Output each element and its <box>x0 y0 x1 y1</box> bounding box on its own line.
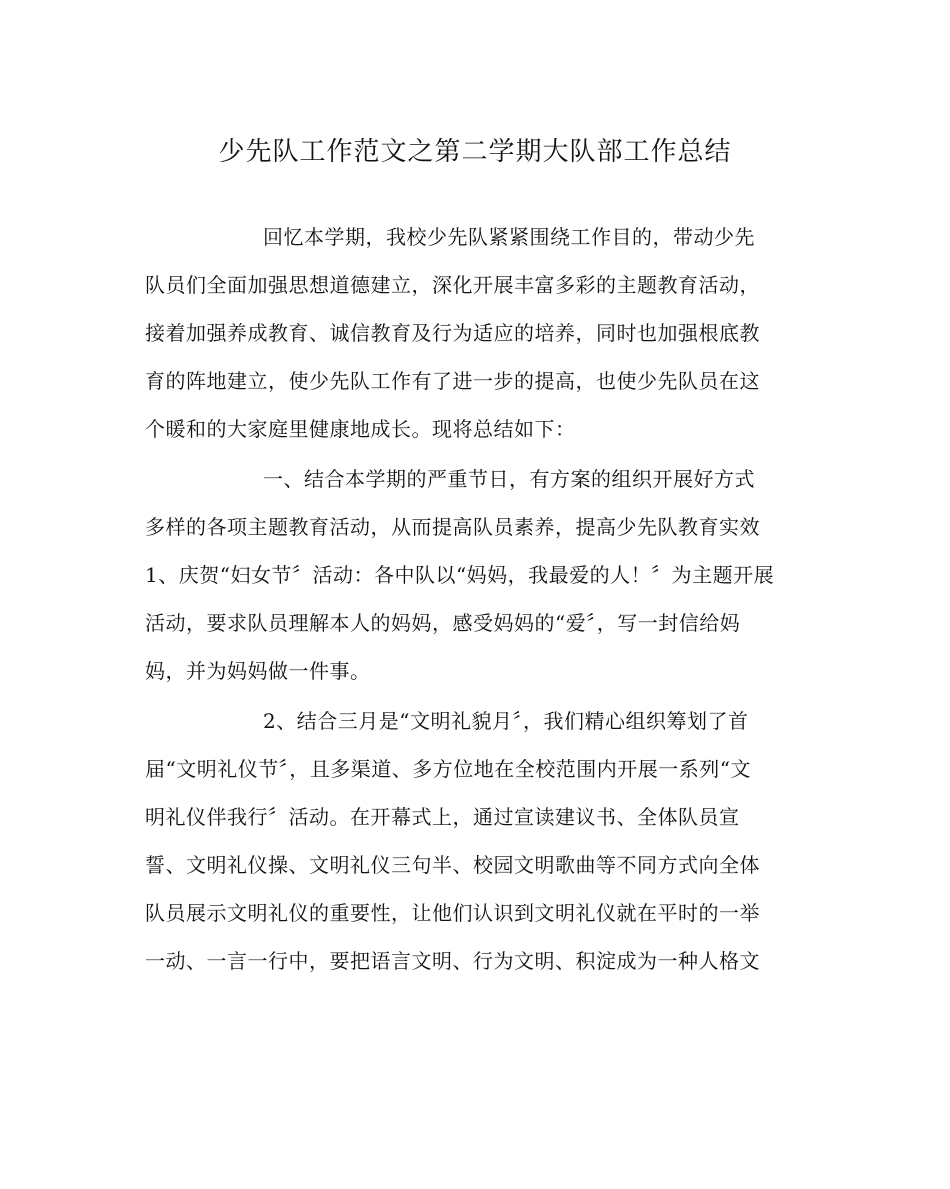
paragraph-line: 妈，并为妈妈做一件事。 <box>145 659 371 683</box>
document-title: 少先队工作范文之第二学期大队部工作总结 <box>218 137 732 167</box>
paragraph-line: 活动，要求队员理解本人的妈妈，感受妈妈的“爱〞，写一封信给妈 <box>145 611 741 635</box>
paragraph-line: 一、结合本学期的严重节日，有方案的组织开展好方式 <box>263 467 755 491</box>
paragraph-line: 接着加强养成教育、诚信教育及行为适应的培养，同时也加强根底教 <box>145 321 760 345</box>
paragraph-line: 多样的各项主题教育活动，从而提高队员素养，提高少先队教育实效 <box>145 515 760 539</box>
paragraph-line: 明礼仪伴我行〞活动。在开幕式上，通过宣读建议书、全体队员宣 <box>145 805 740 829</box>
paragraph-line: 誓、文明礼仪操、文明礼仪三句半、校园文明歌曲等不同方式向全体 <box>145 853 760 877</box>
paragraph-line: 个暖和的大家庭里健康地成长。现将总结如下： <box>145 417 576 441</box>
paragraph-line: 届“文明礼仪节〞，且多渠道、多方位地在全校范围内开展一系列“文 <box>145 757 751 781</box>
paragraph-line: 队员们全面加强思想道德建立，深化开展丰富多彩的主题教育活动， <box>145 273 760 297</box>
paragraph-line: 2、结合三月是“文明礼貌月〞，我们精心组织筹划了首 <box>263 709 749 733</box>
paragraph-line: 队员展示文明礼仪的重要性，让他们认识到文明礼仪就在平时的一举 <box>145 901 760 925</box>
paragraph-line: 回忆本学期，我校少先队紧紧围绕工作目的，带动少先 <box>263 225 755 249</box>
paragraph-line: 1、庆贺“妇女节〞活动：各中队以“妈妈，我最爱的人！〞为主题开展 <box>145 563 775 587</box>
paragraph-line: 育的阵地建立，使少先队工作有了进一步的提高，也使少先队员在这 <box>145 369 760 393</box>
paragraph-line: 一动、一言一行中，要把语言文明、行为文明、积淀成为一种人格文 <box>145 949 760 973</box>
